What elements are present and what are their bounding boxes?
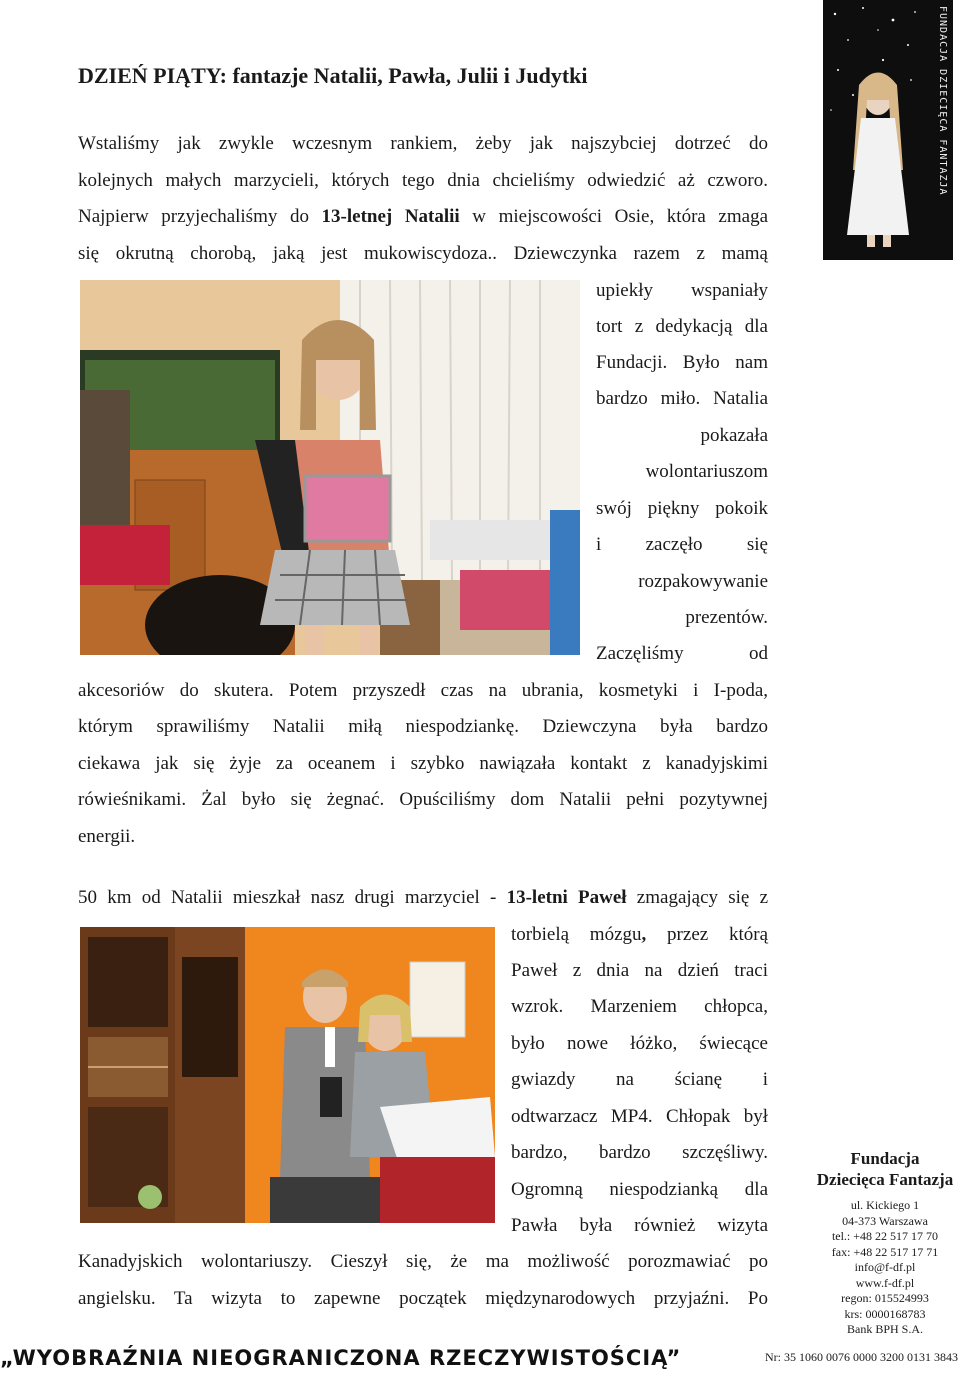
paragraph-line: bardzo miło. Natalia: [596, 388, 768, 409]
text-comma: ,: [641, 924, 647, 945]
fax: fax: +48 22 517 17 71: [831, 1244, 939, 1259]
paragraph-line: Pawła była również wizyta: [511, 1215, 768, 1236]
paragraph-line: swój piękny pokoik: [596, 498, 768, 519]
paragraph-line: Zaczęliśmy od: [596, 643, 768, 664]
sidebar-contact: [810, 1148, 960, 1338]
photo-pawel-image: [80, 927, 495, 1223]
photo-natalia: [80, 280, 580, 655]
regon: regon: 015524993: [841, 1291, 929, 1305]
text-run: w miejscowości Osie, która zmaga: [459, 206, 769, 227]
slogan-text: „WYOBRAŹNIA NIEOGRANICZONA RZECZYWISTOŚCIĄ”: [0, 1346, 682, 1370]
foundation-logo: [823, 0, 953, 260]
paragraph-line: [78, 887, 768, 909]
foundation-name: Dziecięca Fantazja: [816, 1170, 954, 1189]
photo-pawel: [80, 927, 495, 1223]
page-title: DZIEŃ PIĄTY: fantazje Natalii, Pawła, Julii i Judytki: [78, 63, 588, 88]
address-line: 04-373 Warszawa: [842, 1213, 928, 1228]
paragraph-line: akcesoriów do skutera. Potem przyszedł czas na ubrania, kosmetyki i I-poda,: [78, 680, 768, 701]
paragraph-line: Paweł z dnia na dzień traci: [511, 960, 768, 981]
paragraph-line: Fundacji. Było nam: [596, 352, 768, 373]
paragraph-line: było nowe łóżko, świecące: [511, 1033, 768, 1054]
footer-slogan: [0, 1342, 720, 1376]
text-run: zmagający się z: [626, 887, 769, 908]
paragraph-line: kolejnych małych marzycieli, których tego dnia chcieliśmy odwiedzić aż czworo.: [78, 170, 768, 191]
name-pawel: 13-letni Paweł: [506, 887, 627, 908]
krs: krs: 0000168783: [844, 1306, 926, 1321]
address-line: ul. Kickiego 1: [850, 1198, 920, 1212]
photo-natalia-image: [80, 280, 580, 655]
paragraph-line: rozpakowywanie: [638, 571, 768, 592]
paragraph-line: pokazała: [700, 425, 768, 446]
website: www.f-df.pl: [855, 1275, 915, 1290]
name-natalia: 13-letnej Natalii: [321, 206, 460, 227]
bank-account: Nr: 35 1060 0076 0000 3200 0131 3843: [765, 1350, 958, 1364]
foundation-name: Fundacja: [850, 1149, 920, 1168]
text-run: Najpierw przyjechaliśmy do: [78, 206, 322, 227]
paragraph-line: się okrutną chorobą, jaką jest mukowiscydoza.. Dziewczynka razem z mamą: [78, 243, 768, 264]
paragraph-line: ciekawa jak się żyje za oceanem i szybko nawiązała kontakt z kanadyjskimi: [78, 753, 768, 774]
text-run: przez którą: [646, 924, 768, 945]
logo-vertical-text: FUNDACJA DZIECIĘCA FANTAZJA: [937, 6, 948, 196]
bank-name: Bank BPH S.A.: [846, 1322, 923, 1336]
phone: tel.: +48 22 517 17 70: [831, 1229, 939, 1243]
paragraph-line: bardzo, bardzo szczęśliwy.: [511, 1142, 768, 1163]
paragraph-line: [511, 924, 768, 946]
paragraph-line: odtwarzacz MP4. Chłopak był: [511, 1106, 768, 1127]
paragraph-line: Ogromną niespodzianką dla: [511, 1179, 768, 1200]
paragraph-line: wolontariuszom: [645, 461, 768, 482]
paragraph-line: gwiazdy na ścianę i: [511, 1069, 768, 1090]
paragraph-line: Wstaliśmy jak zwykle wczesnym rankiem, żeby jak najszybciej dotrzeć do: [78, 133, 768, 154]
paragraph-line: tort z dedykacją dla: [596, 316, 768, 337]
paragraph-line: angielsku. Ta wizyta to zapewne początek międzynarodowych przyjaźni. Po: [78, 1288, 768, 1309]
paragraph-line: prezentów.: [685, 607, 768, 628]
paragraph-line: wzrok. Marzeniem chłopca,: [511, 996, 768, 1017]
paragraph-line: [78, 206, 768, 228]
paragraph-line: rówieśnikami. Żal było się żegnać. Opuściliśmy dom Natalii pełni pozytywnej: [78, 789, 768, 810]
paragraph-line: którym sprawiliśmy Natalii miłą niespodziankę. Dziewczyna była bardzo: [78, 716, 768, 737]
paragraph-line: upiekły wspaniały: [596, 280, 768, 301]
text-run: 50 km od Natalii mieszkał nasz drugi marzyciel -: [78, 887, 507, 908]
text-run: torbielą mózgu: [511, 924, 642, 945]
paragraph-line: Kanadyjskich wolontariuszy. Cieszył się, że ma możliwość porozmawiać po: [78, 1251, 768, 1272]
paragraph-line: i zaczęło się: [596, 534, 768, 555]
email: info@f-df.pl: [854, 1260, 916, 1274]
paragraph-line: energii.: [78, 826, 136, 847]
